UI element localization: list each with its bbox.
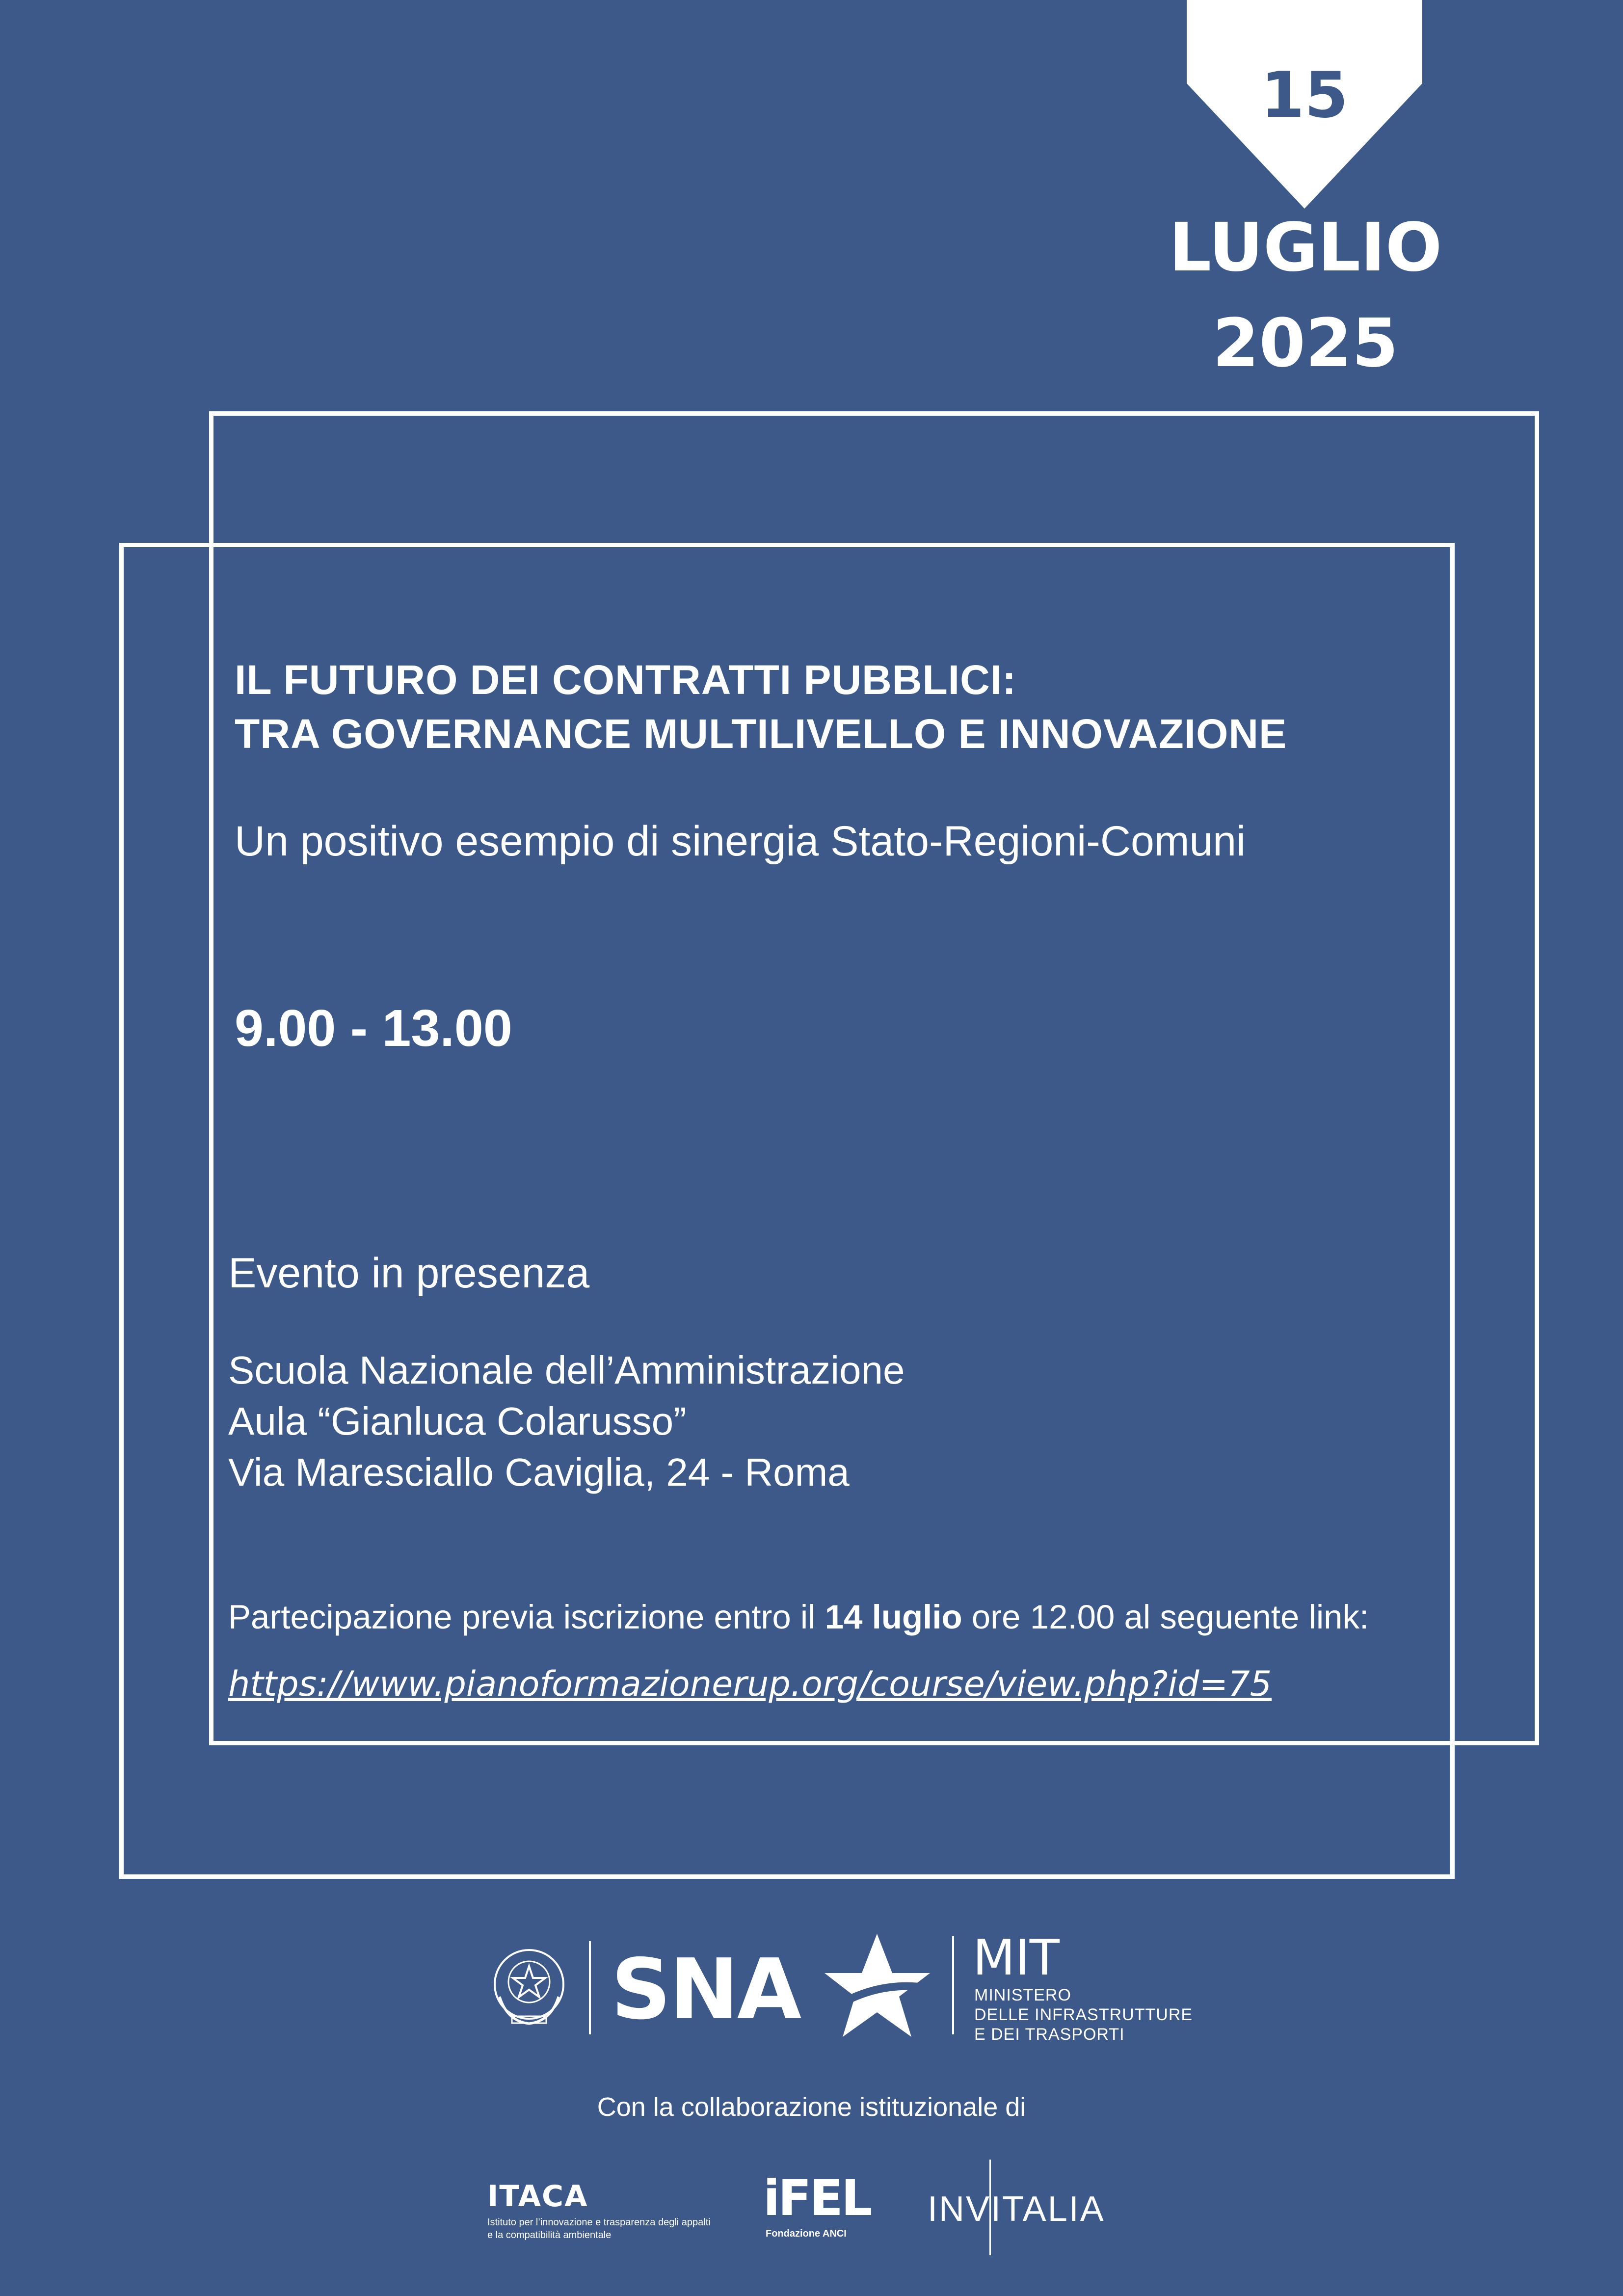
registration-note [228,1598,1369,1636]
venue-name: Scuola Nazionale dell’Amministrazione [228,1348,905,1392]
mit-sub-line-1: MINISTERO [974,1986,1071,2004]
itaca-subtitle [487,2216,711,2242]
event-subtitle: Un positivo esempio di sinergia Stato-Regioni-Comuni [235,818,1246,865]
mit-sub-line-3: E DEI TRASPORTI [974,2025,1125,2044]
itaca-logo: ITACA [487,2179,588,2214]
venue-address: Via Maresciallo Caviglia, 24 - Roma [228,1450,850,1494]
registration-link[interactable]: https://www.pianoformazionerup.org/course/view.php?id=75 [228,1664,1272,1704]
invitalia-logo: INVITALIA [928,2189,1105,2229]
mit-subtitle [974,1985,1193,2044]
date-year: 2025 [1212,305,1399,382]
event-mode: Evento in presenza [228,1250,590,1297]
mit-logo: MIT [973,1929,1060,1986]
registration-suffix: ore 12.00 al seguente link: [962,1598,1369,1636]
ifel-logo: iFEL [763,2169,871,2227]
event-title-line-1: IL FUTURO DEI CONTRATTI PUBBLICI: [235,657,1017,703]
mit-divider [952,1936,954,2034]
mit-star-icon [825,1934,930,2039]
venue-room: Aula “Gianluca Colarusso” [228,1399,687,1443]
ifel-subtitle: Fondazione ANCI [766,2228,847,2239]
collaboration-label: Con la collaborazione istituzionale di [597,2092,1026,2122]
itaca-sub-line-1: Istituto per l’innovazione e trasparenza degli appalti [487,2217,711,2228]
italian-republic-emblem-icon [487,1943,571,2031]
event-venue [228,1345,905,1498]
registration-prefix: Partecipazione previa iscrizione entro il [228,1598,825,1636]
mit-sub-line-2: DELLE INFRASTRUTTURE [974,2005,1193,2024]
itaca-sub-line-2: e la compatibilità ambientale [487,2230,612,2241]
event-time: 9.00 - 13.00 [235,999,512,1057]
date-day: 15 [1260,59,1349,132]
date-month: LUGLIO [1169,209,1442,287]
event-title-line-2: TRA GOVERNANCE MULTILIVELLO E INNOVAZIONE [235,711,1287,757]
event-title [235,653,1287,761]
sna-logo: SNA [611,1941,800,2038]
logo-divider [589,1941,591,2034]
registration-deadline: 14 luglio [825,1598,962,1636]
